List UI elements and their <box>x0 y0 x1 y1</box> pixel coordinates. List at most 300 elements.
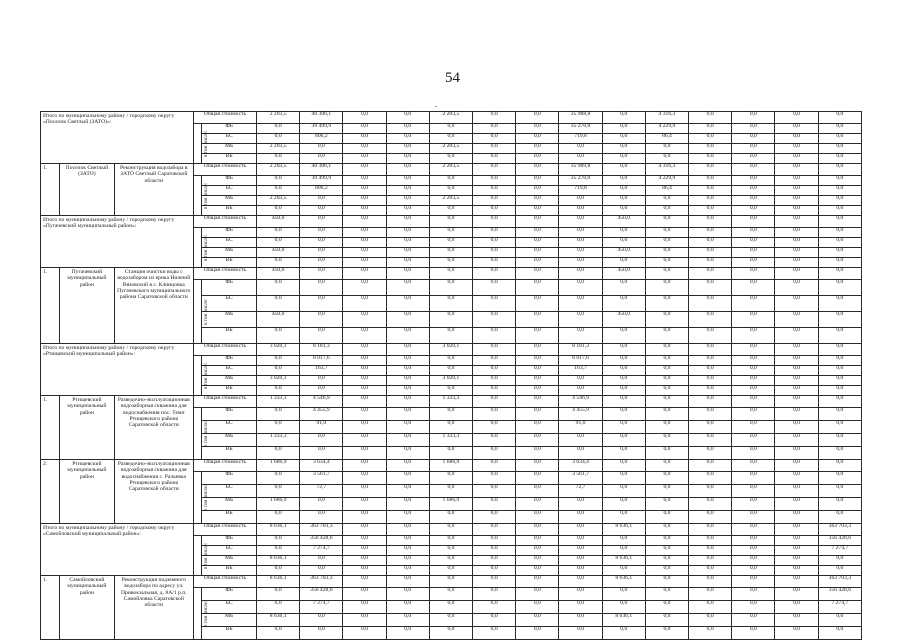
value-cell: 0,0 <box>300 511 343 524</box>
value-cell: 0,0 <box>343 258 386 268</box>
cost-type: ФБ <box>202 280 257 296</box>
value-cell: 0,0 <box>386 460 429 472</box>
value-cell: 0,0 <box>473 312 516 328</box>
object-name: Разведочно-эксплуатационная водозаборная скважина для водоснабжения пос. Темп Ртищевского района Саратовской области <box>114 396 193 460</box>
value-cell: 0,0 <box>732 472 775 485</box>
value-cell: 0,0 <box>386 485 429 498</box>
value-cell: 2 203,5 <box>257 112 300 124</box>
value-cell: 0,0 <box>645 356 688 366</box>
value-cell: 0,0 <box>559 524 602 536</box>
value-cell: 0,0 <box>818 356 861 366</box>
value-cell: 0,0 <box>689 280 732 296</box>
value-cell: 0,0 <box>429 134 472 144</box>
value-cell: 0,0 <box>473 627 516 640</box>
value-cell: 0,0 <box>645 196 688 206</box>
cost-type: Общая стоимость <box>193 268 256 280</box>
value-cell: 0,0 <box>300 614 343 627</box>
value-cell: 0,0 <box>516 576 559 588</box>
value-cell: 0,0 <box>473 228 516 238</box>
value-cell: 0,0 <box>516 312 559 328</box>
value-cell: 0,0 <box>775 248 818 258</box>
value-cell: 0,0 <box>602 258 645 268</box>
value-cell: 0,0 <box>602 434 645 447</box>
vertical-label-text: в том числе: <box>204 234 210 261</box>
value-cell: 1 333,3 <box>257 396 300 408</box>
value-cell: 0,0 <box>559 312 602 328</box>
value-cell: 0,0 <box>689 258 732 268</box>
vertical-label <box>193 472 210 524</box>
value-cell: 0,0 <box>818 238 861 248</box>
value-cell: 0,0 <box>732 376 775 386</box>
value-cell: 91,0 <box>559 421 602 434</box>
value-cell: 0,0 <box>559 434 602 447</box>
value-cell: 4 316,3 <box>645 164 688 176</box>
value-cell: 0,0 <box>429 268 472 280</box>
value-cell: 0,0 <box>386 258 429 268</box>
value-cell: 0,0 <box>818 447 861 460</box>
value-cell: 0,0 <box>429 556 472 566</box>
value-cell: 0,0 <box>300 434 343 447</box>
value-cell: 0,0 <box>645 312 688 328</box>
value-cell: 0,0 <box>473 216 516 228</box>
value-cell: 0,0 <box>257 386 300 396</box>
value-cell: 4 229,9 <box>645 124 688 134</box>
value-cell: 0,0 <box>818 296 861 312</box>
value-cell: 0,0 <box>775 344 818 356</box>
value-cell: 0,0 <box>732 154 775 164</box>
vertical-label-text: в том числе: <box>204 130 210 157</box>
value-cell: 0,0 <box>602 485 645 498</box>
value-cell: 0,0 <box>257 228 300 238</box>
value-cell: 0,0 <box>602 144 645 154</box>
value-cell: 0,0 <box>775 408 818 421</box>
value-cell: 0,0 <box>343 447 386 460</box>
value-cell: 0,0 <box>429 566 472 576</box>
value-cell: 0,0 <box>645 627 688 640</box>
item-number: 2. <box>41 460 60 524</box>
value-cell: 0,0 <box>689 356 732 366</box>
value-cell: 0,0 <box>645 566 688 576</box>
value-cell: 0,0 <box>732 248 775 258</box>
value-cell: 0,0 <box>775 396 818 408</box>
cost-type: ВБ <box>202 206 257 216</box>
value-cell: 0,0 <box>473 614 516 627</box>
value-cell: 0,0 <box>818 460 861 472</box>
value-cell: 0,0 <box>689 498 732 511</box>
value-cell: 0,0 <box>602 196 645 206</box>
value-cell: 0,0 <box>429 312 472 328</box>
cost-type: ФБ <box>202 588 257 601</box>
value-cell: 0,0 <box>343 356 386 366</box>
value-cell: 0,0 <box>343 206 386 216</box>
value-cell: 0,0 <box>300 196 343 206</box>
value-cell: 0,0 <box>300 376 343 386</box>
value-cell: 0,0 <box>559 144 602 154</box>
vertical-label-text: в том числе: <box>204 420 210 447</box>
value-cell: 0,0 <box>343 328 386 344</box>
value-cell: 0,0 <box>559 238 602 248</box>
value-cell: 0,0 <box>516 421 559 434</box>
value-cell: 0,0 <box>386 447 429 460</box>
value-cell: 0,0 <box>473 154 516 164</box>
value-cell: 0,0 <box>257 238 300 248</box>
value-cell: 0,0 <box>300 296 343 312</box>
value-cell: 0,0 <box>559 258 602 268</box>
value-cell: 0,0 <box>473 434 516 447</box>
value-cell: 0,0 <box>602 238 645 248</box>
value-cell: 806,2 <box>300 186 343 196</box>
value-cell: 0,0 <box>300 206 343 216</box>
value-cell: 0,0 <box>732 536 775 546</box>
value-cell: 35 270,0 <box>559 176 602 186</box>
value-cell: 0,0 <box>516 511 559 524</box>
value-cell: 0,0 <box>689 460 732 472</box>
value-cell: 0,0 <box>775 511 818 524</box>
value-cell: 0,0 <box>473 396 516 408</box>
value-cell: 8 636,1 <box>257 614 300 627</box>
value-cell: 0,0 <box>386 248 429 258</box>
value-cell: 0,0 <box>818 134 861 144</box>
value-cell: 72,7 <box>559 485 602 498</box>
cost-type: БС <box>202 186 257 196</box>
total-row <box>41 112 862 124</box>
value-cell: 0,0 <box>257 258 300 268</box>
value-cell: 0,0 <box>343 376 386 386</box>
value-cell: 0,0 <box>559 546 602 556</box>
value-cell: 0,0 <box>775 134 818 144</box>
value-cell: 0,0 <box>516 396 559 408</box>
value-cell: 0,0 <box>473 164 516 176</box>
cost-type: ФБ <box>202 228 257 238</box>
value-cell: 0,0 <box>559 216 602 228</box>
value-cell: 0,0 <box>732 366 775 376</box>
value-cell: 0,0 <box>775 312 818 328</box>
value-cell: 0,0 <box>818 312 861 328</box>
value-cell: 0,0 <box>300 556 343 566</box>
cost-type: БС <box>202 546 257 556</box>
value-cell: 0,0 <box>386 472 429 485</box>
value-cell: 0,0 <box>689 164 732 176</box>
value-cell: 0,0 <box>343 186 386 196</box>
value-cell: 0,0 <box>559 498 602 511</box>
value-cell: 0,0 <box>645 546 688 556</box>
value-cell: 0,0 <box>775 196 818 206</box>
value-cell: 0,0 <box>516 366 559 376</box>
value-cell: 0,0 <box>732 258 775 268</box>
value-cell: 0,0 <box>257 134 300 144</box>
value-cell: 0,0 <box>732 312 775 328</box>
value-cell: 0,0 <box>689 376 732 386</box>
value-cell: 0,0 <box>473 460 516 472</box>
value-cell: 0,0 <box>343 396 386 408</box>
vertical-label <box>193 588 210 640</box>
value-cell: 0,0 <box>818 421 861 434</box>
value-cell: 0,0 <box>386 328 429 344</box>
value-cell: 40 306,1 <box>300 164 343 176</box>
value-cell: 8 636,1 <box>257 576 300 588</box>
value-cell: 0,0 <box>516 112 559 124</box>
value-cell: 0,0 <box>775 258 818 268</box>
value-cell: 0,0 <box>473 196 516 206</box>
value-cell: 0,0 <box>429 206 472 216</box>
value-cell: 0,0 <box>343 164 386 176</box>
value-cell: 0,0 <box>645 447 688 460</box>
municipality-name: Самойловский муниципальный район <box>59 576 114 640</box>
value-cell: 0,0 <box>559 386 602 396</box>
value-cell: 0,0 <box>257 176 300 186</box>
total-row <box>41 216 862 228</box>
value-cell: 0,0 <box>602 280 645 296</box>
value-cell: 3 020,1 <box>257 344 300 356</box>
value-cell: 0,0 <box>516 627 559 640</box>
value-cell: 0,0 <box>429 524 472 536</box>
value-cell: 0,0 <box>516 268 559 280</box>
value-cell: 0,0 <box>818 280 861 296</box>
value-cell: 0,0 <box>386 366 429 376</box>
cost-type: Общая стоимость <box>193 396 256 408</box>
vertical-label <box>193 536 210 576</box>
value-cell: 3 561,7 <box>559 472 602 485</box>
value-cell: 3 020,1 <box>429 376 472 386</box>
value-cell: 0,0 <box>516 460 559 472</box>
value-cell: 0,0 <box>473 296 516 312</box>
value-cell: 0,0 <box>516 601 559 614</box>
value-cell: 0,0 <box>775 206 818 216</box>
value-cell: 0,0 <box>257 511 300 524</box>
value-cell: 3 020,1 <box>429 344 472 356</box>
value-cell: 0,0 <box>689 556 732 566</box>
value-cell: 0,0 <box>473 258 516 268</box>
value-cell: 1 686,9 <box>257 460 300 472</box>
value-cell: 0,0 <box>602 366 645 376</box>
value-cell: 1 686,9 <box>429 498 472 511</box>
value-cell: 0,0 <box>473 344 516 356</box>
value-cell: 0,0 <box>300 268 343 280</box>
value-cell: 0,0 <box>775 164 818 176</box>
cost-type: ВБ <box>202 627 257 640</box>
value-cell: 8 181,3 <box>300 344 343 356</box>
value-cell: 0,0 <box>602 328 645 344</box>
value-cell: 0,0 <box>473 511 516 524</box>
value-cell: 0,0 <box>645 601 688 614</box>
value-cell: 0,0 <box>343 556 386 566</box>
value-cell: 0,0 <box>689 601 732 614</box>
value-cell: 0,0 <box>689 238 732 248</box>
value-cell: 163,7 <box>300 366 343 376</box>
value-cell: 0,0 <box>429 296 472 312</box>
value-cell: 0,0 <box>516 248 559 258</box>
value-cell: 0,0 <box>343 312 386 328</box>
value-cell: 0,0 <box>386 228 429 238</box>
cost-type: БС <box>202 485 257 498</box>
cost-type: Общая стоимость <box>193 216 256 228</box>
value-cell: 0,0 <box>429 485 472 498</box>
value-cell: 0,0 <box>473 176 516 186</box>
value-cell: 0,0 <box>732 144 775 154</box>
value-cell: 0,0 <box>343 511 386 524</box>
item-row <box>41 576 862 588</box>
value-cell: 0,0 <box>257 366 300 376</box>
value-cell: 0,0 <box>602 176 645 186</box>
total-label: Итого по муниципальному району / городскому округу «Поселок Светлый (ЗАТО)»: <box>41 112 194 164</box>
value-cell: 0,0 <box>775 447 818 460</box>
item-number: 1. <box>41 396 60 460</box>
value-cell: 0,0 <box>429 238 472 248</box>
value-cell: 0,0 <box>343 546 386 556</box>
value-cell: 0,0 <box>775 614 818 627</box>
value-cell: 0,0 <box>386 614 429 627</box>
value-cell: 3 561,7 <box>300 472 343 485</box>
value-cell: 0,0 <box>689 588 732 601</box>
value-cell: 0,0 <box>775 296 818 312</box>
value-cell: 0,0 <box>818 344 861 356</box>
value-cell: 0,0 <box>343 216 386 228</box>
value-cell: 0,0 <box>300 228 343 238</box>
value-cell: 0,0 <box>602 566 645 576</box>
value-cell: 0,0 <box>386 238 429 248</box>
value-cell: 8 636,1 <box>602 556 645 566</box>
value-cell: 0,0 <box>386 601 429 614</box>
value-cell: 0,0 <box>645 556 688 566</box>
value-cell: 4 229,9 <box>645 176 688 186</box>
value-cell: 0,0 <box>559 328 602 344</box>
value-cell: 0,0 <box>386 356 429 366</box>
value-cell: 0,0 <box>602 588 645 601</box>
cost-type: БС <box>202 366 257 376</box>
value-cell: 0,0 <box>559 588 602 601</box>
value-cell: 0,0 <box>343 421 386 434</box>
value-cell: 0,0 <box>602 472 645 485</box>
value-cell: 0,0 <box>732 524 775 536</box>
value-cell: 0,0 <box>732 434 775 447</box>
value-cell: 0,0 <box>516 196 559 206</box>
value-cell: 0,0 <box>343 627 386 640</box>
value-cell: 0,0 <box>343 472 386 485</box>
value-cell: 0,0 <box>473 556 516 566</box>
value-cell: 8 017,6 <box>300 356 343 366</box>
value-cell: 0,0 <box>473 206 516 216</box>
value-cell: 0,0 <box>257 154 300 164</box>
value-cell: 0,0 <box>775 124 818 134</box>
value-cell: 0,0 <box>473 376 516 386</box>
value-cell: 0,0 <box>429 576 472 588</box>
value-cell: 0,0 <box>559 556 602 566</box>
value-cell: 0,0 <box>300 312 343 328</box>
value-cell: 0,0 <box>516 186 559 196</box>
value-cell: 0,0 <box>775 376 818 386</box>
value-cell: 0,0 <box>602 228 645 238</box>
value-cell: 0,0 <box>775 421 818 434</box>
value-cell: 0,0 <box>645 460 688 472</box>
item-number: 1. <box>41 576 60 640</box>
municipality-name: Ртищевский муниципальный район <box>59 460 114 524</box>
value-cell: 0,0 <box>602 536 645 546</box>
value-cell: 1 333,3 <box>429 396 472 408</box>
value-cell: 356 428,6 <box>300 536 343 546</box>
cost-type: ВБ <box>202 258 257 268</box>
value-cell: 0,0 <box>559 296 602 312</box>
value-cell: 0,0 <box>343 485 386 498</box>
value-cell: 0,0 <box>732 356 775 366</box>
value-cell: 1 686,9 <box>429 460 472 472</box>
value-cell: 0,0 <box>516 447 559 460</box>
object-name: Реконструкция подземного водозабора по адресу ул. Привокзальная, д. 8А/1 р.п. Самойловка Саратовской области <box>114 576 193 640</box>
value-cell: 0,0 <box>386 312 429 328</box>
value-cell: 0,0 <box>602 356 645 366</box>
value-cell: 806,2 <box>300 134 343 144</box>
value-cell: 0,0 <box>818 248 861 258</box>
value-cell: 91,0 <box>300 421 343 434</box>
value-cell: 0,0 <box>429 546 472 556</box>
value-cell: 0,0 <box>818 206 861 216</box>
value-cell: 0,0 <box>516 614 559 627</box>
value-cell: 0,0 <box>689 546 732 556</box>
value-cell: 0,0 <box>429 258 472 268</box>
cost-type: БС <box>202 238 257 248</box>
item-row <box>41 268 862 280</box>
value-cell: 0,0 <box>300 248 343 258</box>
value-cell: 0,0 <box>386 206 429 216</box>
value-cell: 0,0 <box>516 588 559 601</box>
value-cell: 0,0 <box>473 498 516 511</box>
value-cell: 719,8 <box>559 186 602 196</box>
value-cell: 0,0 <box>516 546 559 556</box>
value-cell: 0,0 <box>386 434 429 447</box>
value-cell: 0,0 <box>602 601 645 614</box>
value-cell: 0,0 <box>386 588 429 601</box>
value-cell: 0,0 <box>818 472 861 485</box>
value-cell: 0,0 <box>386 627 429 640</box>
value-cell: 0,0 <box>689 434 732 447</box>
value-cell: 0,0 <box>689 248 732 258</box>
value-cell: 0,0 <box>732 176 775 186</box>
value-cell: 0,0 <box>429 536 472 546</box>
value-cell: 0,0 <box>775 485 818 498</box>
value-cell: 0,0 <box>732 186 775 196</box>
value-cell: 0,0 <box>516 434 559 447</box>
value-cell: 0,0 <box>429 280 472 296</box>
value-cell: 0,0 <box>429 386 472 396</box>
value-cell: 0,0 <box>645 280 688 296</box>
value-cell: 0,0 <box>386 196 429 206</box>
vertical-label <box>193 124 210 164</box>
value-cell: 35 270,0 <box>559 124 602 134</box>
value-cell: 0,0 <box>429 472 472 485</box>
value-cell: 0,0 <box>818 556 861 566</box>
value-cell: 0,0 <box>516 258 559 268</box>
value-cell: 0,0 <box>775 186 818 196</box>
value-cell: 0,0 <box>818 216 861 228</box>
value-cell: 0,0 <box>516 485 559 498</box>
value-cell: 0,0 <box>775 366 818 376</box>
vertical-label <box>193 280 210 344</box>
value-cell: 0,0 <box>689 472 732 485</box>
value-cell: 0,0 <box>689 206 732 216</box>
cost-type: БС <box>202 296 257 312</box>
value-cell: 0,0 <box>732 460 775 472</box>
value-cell: 0,0 <box>386 112 429 124</box>
value-cell: 0,0 <box>386 296 429 312</box>
value-cell: 363 703,3 <box>818 576 861 588</box>
value-cell: 0,0 <box>775 238 818 248</box>
value-cell: 0,0 <box>732 206 775 216</box>
value-cell: 0,0 <box>732 408 775 421</box>
value-cell: 0,0 <box>473 421 516 434</box>
value-cell: 0,0 <box>818 144 861 154</box>
value-cell: 0,0 <box>300 447 343 460</box>
value-cell: 0,0 <box>645 206 688 216</box>
value-cell: 0,0 <box>645 376 688 386</box>
